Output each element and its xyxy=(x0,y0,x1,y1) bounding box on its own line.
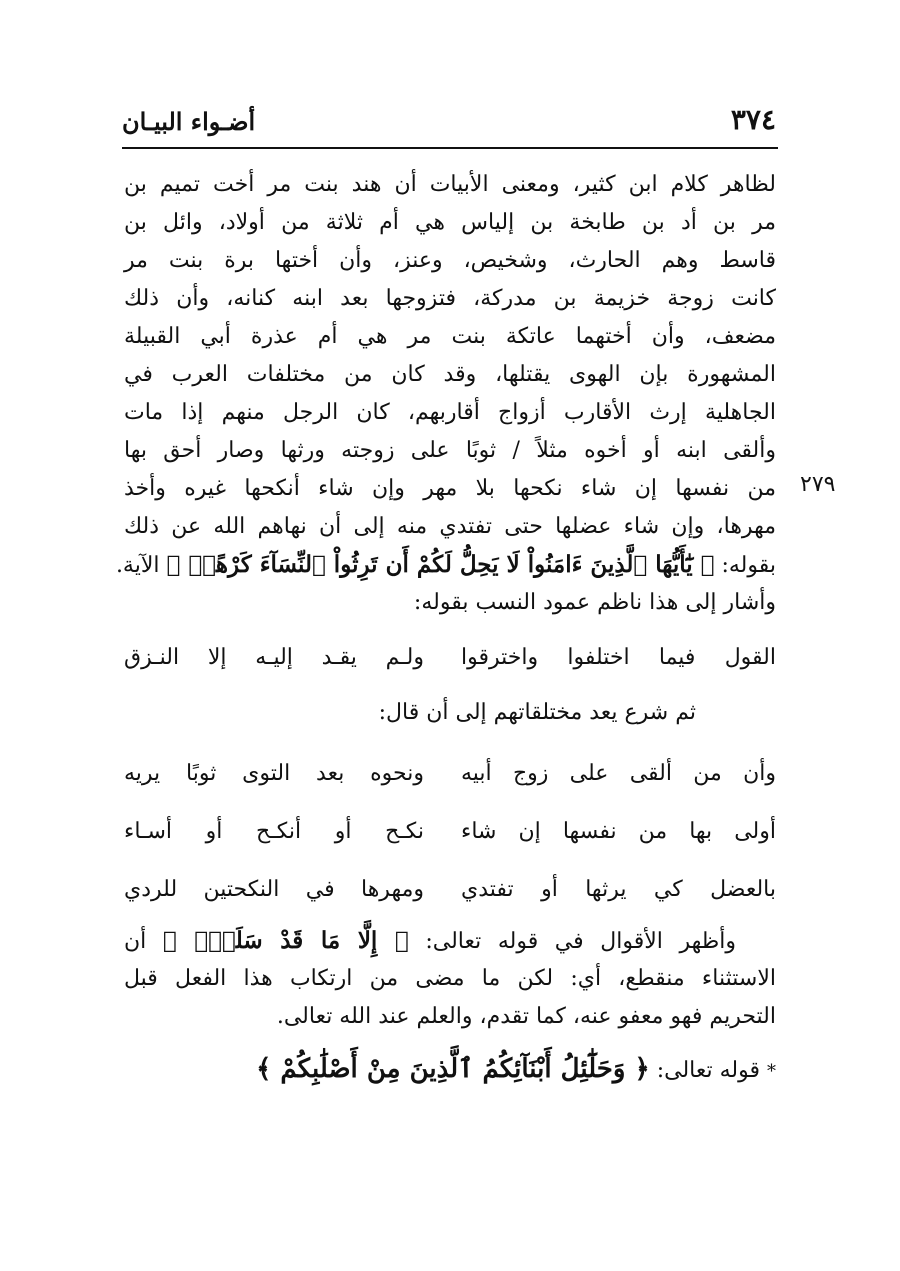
poem-second-hemistich: ونحوه بعد التوى ثوبًا يريه xyxy=(124,761,424,786)
paragraph-2 xyxy=(124,922,776,1036)
text-line: الجاهلية إرث الأقارب أزواج أقاربهم، كان الرجل منهم إذا مات xyxy=(124,400,776,425)
poem-second-hemistich: ولـم يقـد إليـه إلا النـزق xyxy=(124,645,424,670)
poem-first-hemistich: وأن من ألقى على زوج أبيه xyxy=(461,761,776,786)
text-line: مر بن أد بن طابخة بن إلياس هي أم ثلاثة من أولاد، وائل بن xyxy=(124,210,776,235)
text-line: من نفسها إن شاء نكحها بلا مهر وإن شاء أنكحها غيره وأخذ xyxy=(124,476,776,501)
page-header xyxy=(122,103,778,145)
poem-first-hemistich: بالعضل كي يرثها أو تفتدي xyxy=(461,877,776,902)
text-line xyxy=(124,922,776,960)
verse-prefix: بقوله: xyxy=(721,553,776,578)
quran-verse: ﴿ وَحَلَٰٓئِلُ أَبْنَآئِكُمُ ٱلَّذِينَ مِنْ أَصْلَٰبِكُمْ ﴾ xyxy=(256,1054,650,1084)
verse-suffix: الآية. xyxy=(115,553,160,578)
quran-verse: ﴿ يَٰٓأَيُّهَا ٱلَّذِينَ ءَامَنُواْ لَا يَحِلُّ لَكُمْ أَن تَرِثُواْ ٱلنِّسَآءَ كَرْهًاۖ ﴾ xyxy=(166,551,715,578)
text-line: المشهورة بإن الهوى يقتلها، وقد كان من مختلفات العرب في xyxy=(124,362,776,387)
text-line: كانت زوجة خزيمة بن مدركة، فتزوجها بعد ابنه كنانه، وأن ذلك xyxy=(124,286,776,311)
narration-line: ثم شرع يعد مختلقاتهم إلى أن قال: xyxy=(378,700,696,725)
header-rule xyxy=(122,147,778,149)
paragraph-1 xyxy=(115,166,777,622)
page-body xyxy=(115,166,777,1096)
text-line: مهرها، وإن شاء عضلها حتى تفتدي منه إلى أن نهاهم الله عن ذلك xyxy=(124,514,776,539)
poem-second-hemistich: ومهرها في النكحتين للردي xyxy=(124,877,424,902)
page-number: ٣٧٤ xyxy=(730,103,776,136)
text-span: أن xyxy=(124,929,147,954)
text-line: لظاهر كلام ابن كثير، ومعنى الأبيات أن هند بنت مر أخت تميم بن xyxy=(124,172,776,197)
text-line: قاسط وهم الحارث، وشخيص، وعنز، وأن أختها برة بنت مر xyxy=(124,248,776,273)
next-verse-heading xyxy=(124,1042,776,1096)
margin-reference-number: ٢٧٩ xyxy=(800,472,836,497)
poem-verse xyxy=(124,748,776,806)
text-line: وألقى ابنه أو أخوه مثلاً / ثوبًا على زوجته ورثها وصار أحق بها xyxy=(124,438,776,463)
star-icon: * xyxy=(767,1061,776,1082)
intro-line: وأشار إلى هذا ناظم عمود النسب بقوله: xyxy=(413,590,776,615)
text-line: مضعف، وأن أختهما عاتكة بنت مر هي أم عذرة أبي القبيلة xyxy=(124,324,777,349)
text-span: وأظهر الأقوال في قوله تعالى: xyxy=(425,929,737,954)
poem-first-hemistich: القول فيما اختلفوا واخترقوا xyxy=(461,645,776,670)
poem-verse xyxy=(124,806,776,864)
quran-verse: ﴿ إِلَّا مَا قَدْ سَلَفَۚ ﴾ xyxy=(162,927,409,954)
text-line: التحريم فهو معفو عنه، كما تقدم، والعلم عند الله تعالى. xyxy=(276,1004,776,1029)
poem-first-hemistich: أولى بها من نفسها إن شاء xyxy=(461,819,776,844)
poem-second-hemistich: نكـح أو أنكـح أو أسـاء xyxy=(124,819,424,844)
poem-verse xyxy=(124,864,776,922)
poem-verse xyxy=(124,632,776,690)
running-title: أضـواء البيـان xyxy=(122,107,256,136)
verse-prefix: قوله تعالى: xyxy=(656,1058,760,1083)
quran-verse-line xyxy=(115,546,776,584)
text-line: الاستثناء منقطع، أي: لكن ما مضى من ارتكاب هذا الفعل قبل xyxy=(124,966,776,991)
